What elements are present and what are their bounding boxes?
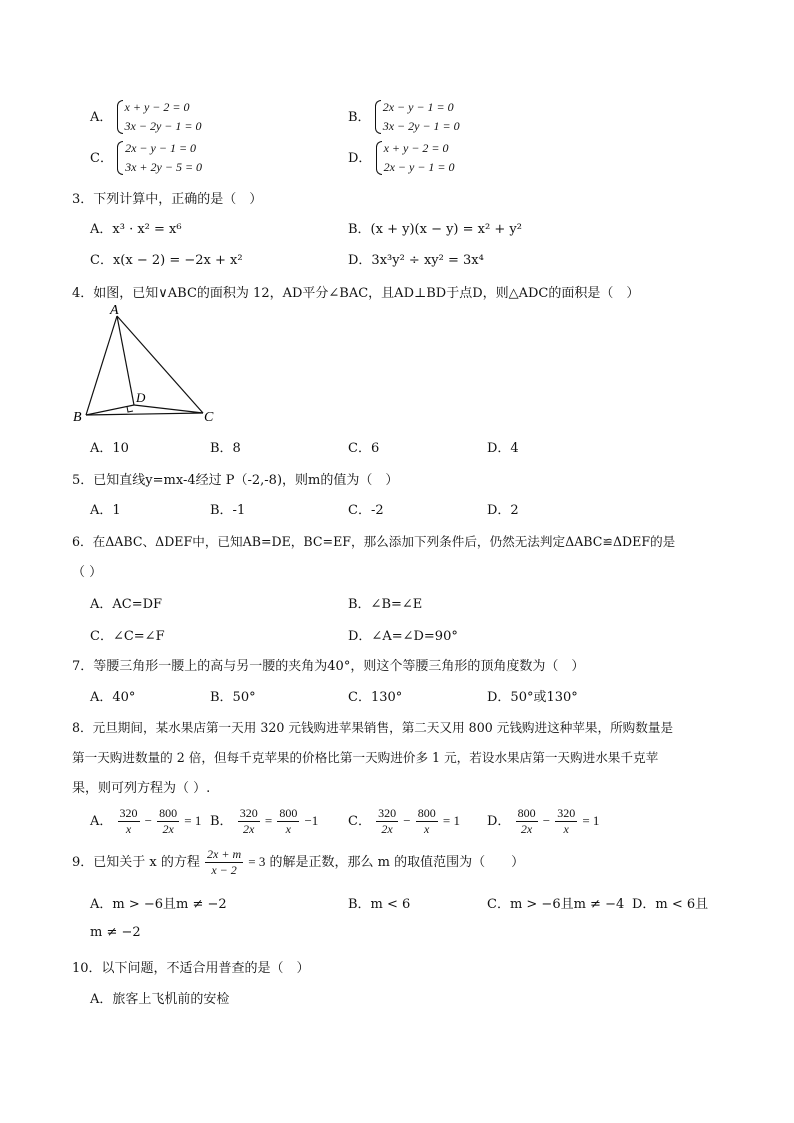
q8-stem-line2: 第一天购进数量的 2 倍，但每千克苹果的价格比第一天购进价多 1 元，若设水果店第一天购进水果千克苹 — [72, 750, 659, 765]
q9-option-d-cont: m ≠ −2 — [90, 925, 141, 940]
q9-option-b: B．m < 6 — [348, 897, 411, 912]
q10-stem: 10．以下问题，不适合用普查的是（ ） — [72, 961, 310, 976]
q3-option-a: A．x³ · x² = x⁶ — [90, 222, 182, 237]
q8-option-b: B． $\frac{320}{2x}$ = $\frac{800}{x}$ −1 — [210, 806, 319, 836]
q5-option-d: D．2 — [487, 503, 519, 518]
q6-option-a: A．AC=DF — [90, 597, 163, 612]
q8-option-c: C． $\frac{320}{2x}$ − $\frac{800}{x}$ = 1 — [348, 806, 460, 836]
q6-stem-cont: （ ） — [72, 565, 103, 580]
q9-option-d: D．m < 6且 — [632, 897, 709, 912]
q7-option-d: D．50°或130° — [487, 690, 578, 705]
q8-option-d: D． $\frac{800}{2x}$ − $\frac{320}{x}$ = 1 — [487, 806, 600, 836]
segment-ad — [117, 316, 134, 405]
q3-option-d: D．3x³y² ÷ xy² = 3x⁴ — [348, 253, 484, 268]
fraction: $\frac{800}{x}$ — [417, 806, 436, 836]
q5-option-c: C．-2 — [348, 503, 384, 518]
q7-option-a: A．40° — [90, 690, 136, 705]
option-label: C． — [348, 814, 371, 829]
q6-option-c: C．∠C=∠F — [90, 629, 165, 644]
segment-ab — [86, 316, 117, 415]
fraction: $\frac{320}{x}$ — [119, 806, 138, 836]
equation-system: 2x − y − 1 = 0 3x + 2y − 5 = 0 — [117, 139, 202, 177]
q7-stem: 7．等腰三角形一腰上的高与另一腰的夹角为40°，则这个等腰三角形的顶角度数为（ ） — [72, 659, 585, 674]
option-label: D． — [348, 150, 372, 166]
q2-option-c — [90, 139, 202, 177]
q5-option-a: A．1 — [90, 503, 121, 518]
q6-option-d: D．∠A=∠D=90° — [348, 629, 458, 644]
equation-system: x + y − 2 = 0 3x − 2y − 1 = 0 — [117, 98, 202, 136]
fraction: $\frac{800}{2x}$ — [159, 806, 178, 836]
vertex-label-b: B — [73, 410, 82, 425]
vertex-label-c: C — [204, 410, 214, 425]
q4-option-c: C．6 — [348, 441, 380, 456]
option-label: A． — [90, 109, 113, 125]
fraction: $\frac{320}{2x}$ — [378, 806, 397, 836]
q7-option-b: B．50° — [210, 690, 256, 705]
q4-stem: 4．如图，已知∨ABC的面积为 12，AD平分∠BAC，且AD⊥BD于点D，则△ADC的面积是（ ） — [72, 286, 640, 301]
q2-option-b — [348, 98, 460, 136]
option-label: D． — [487, 814, 511, 829]
q4-option-d: D．4 — [487, 441, 519, 456]
segment-bd — [86, 405, 134, 415]
equation-system: 2x − y − 1 = 0 3x − 2y − 1 = 0 — [375, 98, 460, 136]
q4-option-b: B．8 — [210, 441, 241, 456]
q3-stem: 3．下列计算中，正确的是（ ） — [72, 192, 263, 207]
q8-stem-line1: 8．元旦期间，某水果店第一天用 320 元钱购进苹果销售，第二天又用 800 元钱购进这种苹果，所购数量是 — [72, 720, 674, 735]
option-label: C． — [90, 150, 113, 166]
q6-option-b: B．∠B=∠E — [348, 597, 423, 612]
vertex-label-a: A — [110, 304, 119, 318]
option-label: A． — [90, 814, 113, 829]
option-label: B． — [348, 109, 371, 125]
equation-system: x + y − 2 = 0 2x − y − 1 = 0 — [376, 139, 455, 177]
q3-option-b: B．(x + y)(x − y) = x² + y² — [348, 222, 522, 237]
q3-option-c: C．x(x − 2) = −2x + x² — [90, 253, 243, 268]
q9-option-c: C．m > −6且m ≠ −4 — [487, 897, 625, 912]
q10-option-a: A．旅客上飞机前的安检 — [90, 992, 230, 1007]
q8-option-a: A． $\frac{320}{x}$ − $\frac{800}{2x}$ = 1 — [90, 806, 202, 836]
vertex-label-d: D — [136, 390, 146, 405]
segment-bc — [86, 413, 203, 415]
fraction: $\frac{800}{2x}$ — [517, 806, 536, 836]
right-angle-mark — [127, 407, 133, 413]
q9-option-a: A．m > −6且m ≠ −2 — [90, 897, 227, 912]
q7-option-c: C．130° — [348, 690, 403, 705]
q5-option-b: B．-1 — [210, 503, 246, 518]
option-label: B． — [210, 814, 233, 829]
q2-option-a — [90, 98, 201, 136]
q5-stem: 5．已知直线y=mx-4经过 P（-2,-8)，则m的值为（ ） — [72, 473, 399, 488]
equation-fraction: $\frac{2x + m}{x - 2}$ — [207, 847, 242, 877]
q6-stem: 6．在ΔABC、ΔDEF中，已知AB=DE，BC=EF，那么添加下列条件后，仍然无法判定ΔABC≌ΔDEF的是 — [72, 534, 676, 549]
q4-option-a: A．10 — [90, 441, 129, 456]
fraction: $\frac{320}{2x}$ — [239, 806, 258, 836]
triangle-figure — [68, 304, 228, 426]
fraction: $\frac{320}{x}$ — [557, 806, 576, 836]
segment-dc — [134, 405, 203, 413]
q9-stem: 9．已知关于 x 的方程 $\frac{2x + m}{x - 2}$ = 3 的解是正数，那么 m 的取值范围为（ ） — [72, 847, 525, 877]
q2-option-d — [348, 139, 455, 177]
fraction: $\frac{800}{x}$ — [279, 806, 298, 836]
segment-ac — [117, 316, 203, 413]
q8-stem-line3: 果，则可列方程为（ ）. — [72, 781, 211, 796]
